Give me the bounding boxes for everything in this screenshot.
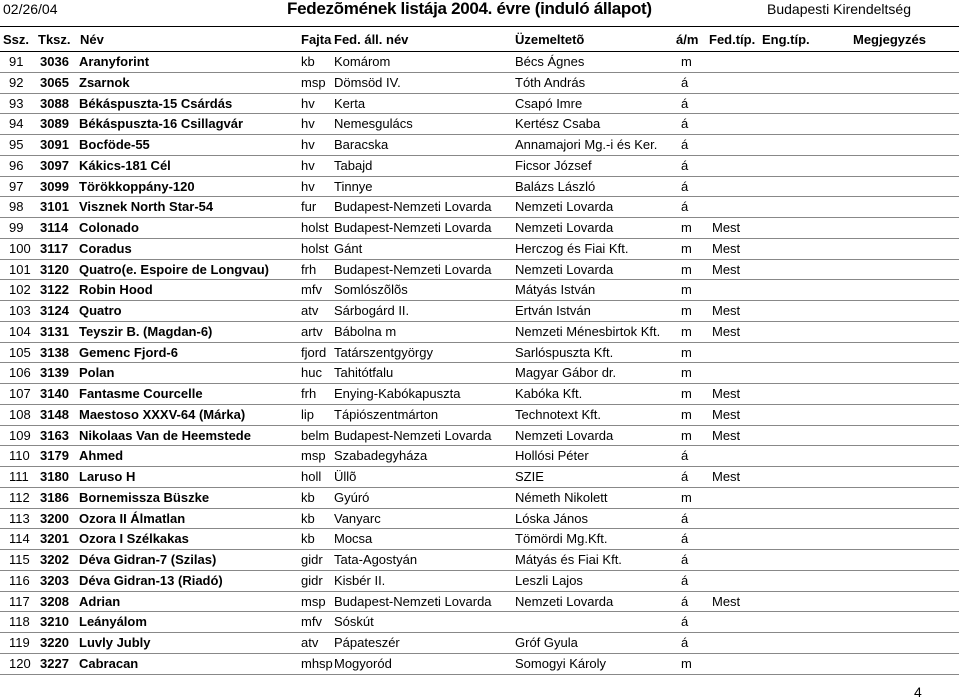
- cell-nev: Quatro(e. Espoire de Longvau): [79, 261, 269, 277]
- cell-ssz: 104: [9, 323, 31, 339]
- cell-tksz: 3131: [40, 323, 69, 339]
- cell-nev: Cabracan: [79, 655, 139, 671]
- cell-ssz: 118: [9, 614, 30, 630]
- cell-fajta: hv: [301, 157, 315, 173]
- table-row: [0, 529, 959, 550]
- cell-fed: Kisbér II.: [334, 572, 386, 588]
- cell-fed: Vanyarc: [334, 510, 381, 526]
- cell-ssz: 120: [9, 655, 31, 671]
- cell-fed: Tata-Agostyán: [334, 552, 418, 567]
- cell-fed: Gánt: [334, 240, 363, 256]
- cell-uzem: Mátyás István: [515, 282, 596, 298]
- cell-tksz: 3201: [40, 531, 69, 547]
- cell-ssz: 95: [9, 137, 24, 152]
- cell-am: á: [681, 116, 689, 132]
- cell-am: á: [681, 199, 689, 215]
- cell-uzem: Kabóka Kft.: [515, 386, 583, 401]
- table-row: [0, 218, 959, 239]
- cell-fajta: holst: [301, 220, 329, 235]
- cell-fajta: hv: [301, 178, 315, 194]
- cell-ssz: 117: [9, 593, 30, 609]
- cell-fajta: fur: [301, 199, 317, 215]
- cell-fedtip: Mest: [712, 220, 741, 235]
- cell-ssz: 102: [9, 282, 31, 298]
- cell-fajta: mfv: [301, 614, 322, 630]
- table-row: [0, 633, 959, 654]
- cell-tksz: 3101: [40, 199, 69, 215]
- table-row: [0, 197, 959, 218]
- cell-nev: Kákics-181 Cél: [79, 157, 171, 173]
- cell-nev: Aranyforint: [79, 54, 150, 69]
- cell-fajta: mhsp: [301, 655, 333, 671]
- table-row: [0, 592, 959, 613]
- cell-nev: Quatro: [79, 303, 122, 318]
- cell-ssz: 111: [9, 469, 29, 484]
- table-row: [0, 550, 959, 571]
- cell-am: m: [681, 344, 692, 360]
- table-row: [0, 363, 959, 384]
- cell-nev: Déva Gidran-13 (Riadó): [79, 572, 223, 588]
- cell-nev: Adrian: [79, 593, 121, 609]
- cell-tksz: 3065: [40, 74, 69, 90]
- cell-tksz: 3186: [40, 489, 69, 505]
- cell-tksz: 3180: [40, 469, 69, 484]
- cell-uzem: Nemzeti Lovarda: [515, 199, 614, 215]
- cell-ssz: 97: [9, 178, 24, 194]
- cell-am: m: [681, 427, 692, 443]
- cell-am: m: [681, 220, 692, 235]
- cell-fed: Sárbogárd II.: [334, 303, 410, 318]
- col-header-fed: Fed. áll. név: [334, 32, 409, 47]
- cell-tksz: 3220: [40, 635, 69, 650]
- cell-nev: Déva Gidran-7 (Szilas): [79, 552, 217, 567]
- cell-uzem: Technotext Kft.: [515, 406, 601, 422]
- cell-am: m: [681, 303, 692, 318]
- cell-ssz: 106: [9, 365, 31, 381]
- cell-tksz: 3163: [40, 427, 69, 443]
- cell-fed: Szabadegyháza: [334, 448, 428, 464]
- cell-nev: Bocföde-55: [79, 137, 150, 152]
- table-row: [0, 446, 959, 467]
- cell-tksz: 3200: [40, 510, 69, 526]
- title-divider: [0, 26, 959, 27]
- cell-ssz: 93: [9, 95, 24, 111]
- cell-uzem: Lóska János: [515, 510, 588, 526]
- cell-fajta: msp: [301, 448, 326, 464]
- cell-am: á: [681, 95, 689, 111]
- cell-uzem: Nemzeti Lovarda: [515, 593, 614, 609]
- table-row: [0, 280, 959, 301]
- cell-fed: Gyúró: [334, 489, 370, 505]
- cell-fed: Budapest-Nemzeti Lovarda: [334, 593, 492, 609]
- cell-uzem: Nemzeti Ménesbirtok Kft.: [515, 323, 661, 339]
- cell-uzem: Kertész Csaba: [515, 116, 601, 132]
- table-row: [0, 322, 959, 343]
- cell-uzem: Nemzeti Lovarda: [515, 427, 614, 443]
- cell-fajta: msp: [301, 74, 326, 90]
- cell-nev: Colonado: [79, 220, 139, 235]
- table-row: [0, 135, 959, 156]
- cell-ssz: 112: [9, 489, 30, 505]
- cell-tksz: 3203: [40, 572, 69, 588]
- cell-ssz: 96: [9, 157, 24, 173]
- cell-fajta: belm: [301, 427, 330, 443]
- cell-fed: Bábolna m: [334, 323, 397, 339]
- cell-uzem: Mátyás és Fiai Kft.: [515, 552, 622, 567]
- cell-ssz: 108: [9, 406, 31, 422]
- cell-ssz: 103: [9, 303, 31, 318]
- cell-nev: Laruso H: [79, 469, 136, 484]
- cell-fajta: hv: [301, 95, 315, 111]
- cell-ssz: 105: [9, 344, 31, 360]
- cell-fed: Budapest-Nemzeti Lovarda: [334, 199, 492, 215]
- cell-uzem: Bécs Ágnes: [515, 54, 585, 69]
- cell-am: á: [681, 178, 689, 194]
- table-row: [0, 343, 959, 364]
- cell-tksz: 3202: [40, 552, 69, 567]
- cell-fajta: gidr: [301, 572, 323, 588]
- cell-am: m: [681, 386, 692, 401]
- cell-uzem: Magyar Gábor dr.: [515, 365, 617, 381]
- col-header-tksz: Tksz.: [38, 32, 71, 47]
- cell-am: m: [681, 365, 692, 381]
- cell-fed: Tahitótfalu: [334, 365, 394, 381]
- cell-fedtip: Mest: [712, 323, 741, 339]
- cell-uzem: Tömördi Mg.Kft.: [515, 531, 608, 547]
- cell-nev: Coradus: [79, 240, 132, 256]
- cell-tksz: 3089: [40, 116, 69, 132]
- table-body: [0, 52, 959, 675]
- cell-fed: Pápateszér: [334, 635, 400, 650]
- cell-nev: Ahmed: [79, 448, 124, 464]
- cell-nev: Nikolaas Van de Heemstede: [79, 427, 251, 443]
- table-row: [0, 94, 959, 115]
- cell-fajta: holl: [301, 469, 322, 484]
- cell-nev: Békáspuszta-15 Csárdás: [79, 95, 233, 111]
- cell-ssz: 99: [9, 220, 24, 235]
- cell-tksz: 3097: [40, 157, 69, 173]
- cell-tksz: 3179: [40, 448, 69, 464]
- cell-am: m: [681, 282, 692, 298]
- cell-tksz: 3099: [40, 178, 69, 194]
- cell-fed: Enying-Kabókapuszta: [334, 386, 461, 401]
- cell-am: á: [681, 137, 689, 152]
- page-title: Fedezõmének listája 2004. évre (induló állapot): [287, 0, 652, 18]
- cell-am: á: [681, 572, 689, 588]
- cell-fed: Sóskút: [334, 614, 374, 630]
- cell-ssz: 115: [9, 552, 30, 567]
- cell-fedtip: Mest: [712, 303, 741, 318]
- cell-nev: Békáspuszta-16 Csillagvár: [79, 116, 244, 132]
- cell-fed: Budapest-Nemzeti Lovarda: [334, 261, 492, 277]
- cell-ssz: 114: [9, 531, 30, 547]
- cell-fajta: gidr: [301, 552, 323, 567]
- cell-nev: Bornemissza Büszke: [79, 489, 210, 505]
- cell-uzem: Nemzeti Lovarda: [515, 220, 614, 235]
- cell-nev: Luvly Jubly: [79, 635, 151, 650]
- table-row: [0, 654, 959, 675]
- cell-fajta: frh: [301, 386, 317, 401]
- cell-tksz: 3120: [40, 261, 69, 277]
- cell-ssz: 116: [9, 572, 30, 588]
- cell-fajta: kb: [301, 510, 315, 526]
- cell-nev: Gemenc Fjord-6: [79, 344, 178, 360]
- cell-uzem: Tóth András: [515, 74, 586, 90]
- cell-tksz: 3139: [40, 365, 69, 381]
- cell-fajta: fjord: [301, 344, 327, 360]
- cell-nev: Robin Hood: [79, 282, 153, 298]
- cell-uzem: Annamajori Mg.-i és Ker.: [515, 137, 658, 152]
- cell-tksz: 3114: [40, 220, 69, 235]
- cell-am: á: [681, 552, 689, 567]
- cell-nev: Visznek North Star-54: [79, 199, 214, 215]
- cell-uzem: Gróf Gyula: [515, 635, 578, 650]
- cell-ssz: 92: [9, 74, 24, 90]
- cell-fajta: msp: [301, 593, 326, 609]
- cell-fed: Tatárszentgyörgy: [334, 344, 433, 360]
- cell-nev: Törökkoppány-120: [79, 178, 195, 194]
- cell-tksz: 3210: [40, 614, 69, 630]
- table-row: [0, 301, 959, 322]
- cell-am: m: [681, 261, 692, 277]
- cell-tksz: 3148: [40, 406, 69, 422]
- cell-uzem: Leszli Lajos: [515, 572, 583, 588]
- cell-fajta: mfv: [301, 282, 322, 298]
- table-row: [0, 612, 959, 633]
- cell-uzem: SZIE: [515, 469, 544, 484]
- table-row: [0, 571, 959, 592]
- table-row: [0, 177, 959, 198]
- cell-fed: Kerta: [334, 95, 366, 111]
- cell-fajta: atv: [301, 303, 319, 318]
- cell-am: á: [681, 593, 689, 609]
- cell-tksz: 3117: [40, 240, 69, 256]
- cell-ssz: 101: [9, 261, 31, 277]
- table-row: [0, 509, 959, 530]
- table-row: [0, 405, 959, 426]
- cell-tksz: 3227: [40, 655, 69, 671]
- cell-fajta: huc: [301, 365, 322, 381]
- table-row: [0, 73, 959, 94]
- table-row: [0, 156, 959, 177]
- cell-fedtip: Mest: [712, 469, 741, 484]
- cell-ssz: 98: [9, 199, 24, 215]
- cell-fajta: holst: [301, 240, 329, 256]
- table-header: [0, 32, 959, 50]
- cell-am: á: [681, 74, 689, 90]
- cell-nev: Zsarnok: [79, 74, 130, 90]
- cell-ssz: 100: [9, 240, 31, 256]
- col-header-am: á/m: [676, 32, 699, 47]
- table-row: [0, 426, 959, 447]
- cell-tksz: 3208: [40, 593, 69, 609]
- cell-ssz: 91: [9, 54, 24, 69]
- cell-uzem: Nemzeti Lovarda: [515, 261, 614, 277]
- cell-uzem: Balázs László: [515, 178, 596, 194]
- cell-uzem: Somogyi Károly: [515, 655, 607, 671]
- cell-fajta: hv: [301, 137, 315, 152]
- cell-fedtip: Mest: [712, 427, 741, 443]
- table-row: [0, 488, 959, 509]
- cell-tksz: 3091: [40, 137, 69, 152]
- cell-fajta: lip: [301, 406, 315, 422]
- branch-name: Budapesti Kirendeltség: [767, 1, 911, 17]
- cell-tksz: 3088: [40, 95, 69, 111]
- cell-tksz: 3122: [40, 282, 69, 298]
- cell-am: m: [681, 406, 692, 422]
- cell-uzem: Ficsor József: [515, 157, 592, 173]
- cell-uzem: Hollósi Péter: [515, 448, 589, 464]
- cell-fed: Mogyoród: [334, 655, 392, 671]
- cell-fedtip: Mest: [712, 406, 741, 422]
- cell-am: á: [681, 510, 689, 526]
- cell-fed: Üllõ: [334, 469, 357, 484]
- cell-fed: Baracska: [334, 137, 389, 152]
- col-header-engtip: Eng.típ.: [762, 32, 810, 47]
- cell-am: á: [681, 614, 689, 630]
- cell-nev: Polan: [79, 365, 115, 381]
- cell-uzem: Sarlóspuszta Kft.: [515, 344, 614, 360]
- cell-nev: Fantasme Courcelle: [79, 386, 203, 401]
- cell-nev: Leányálom: [79, 614, 147, 630]
- cell-fajta: kb: [301, 489, 315, 505]
- cell-am: á: [681, 531, 689, 547]
- page-number: 4: [914, 684, 922, 700]
- cell-fed: Mocsa: [334, 531, 373, 547]
- col-header-nev: Név: [80, 32, 104, 47]
- cell-am: m: [681, 489, 692, 505]
- cell-fedtip: Mest: [712, 261, 741, 277]
- cell-nev: Teyszir B. (Magdan-6): [79, 323, 213, 339]
- cell-fajta: atv: [301, 635, 319, 650]
- cell-tksz: 3124: [40, 303, 69, 318]
- cell-ssz: 119: [9, 635, 30, 650]
- cell-nev: Ozora II Álmatlan: [79, 510, 186, 526]
- cell-am: m: [681, 655, 692, 671]
- col-header-uzem: Üzemeltetõ: [515, 32, 585, 47]
- cell-fed: Somlószõlõs: [334, 282, 408, 298]
- cell-fedtip: Mest: [712, 593, 741, 609]
- cell-am: á: [681, 635, 689, 650]
- report-date: 02/26/04: [3, 1, 58, 17]
- cell-nev: Maestoso XXXV-64 (Márka): [79, 406, 246, 422]
- table-row: [0, 384, 959, 405]
- col-header-fajta: Fajta: [301, 32, 332, 47]
- table-row: [0, 467, 959, 488]
- col-header-fedtip: Fed.típ.: [709, 32, 756, 47]
- cell-ssz: 109: [9, 427, 31, 443]
- cell-fed: Tinnye: [334, 178, 373, 194]
- page-title-bar: [0, 0, 959, 23]
- cell-fajta: artv: [301, 323, 323, 339]
- table-row: [0, 114, 959, 135]
- col-header-ssz: Ssz.: [3, 32, 30, 47]
- col-header-megj: Megjegyzés: [853, 32, 926, 47]
- cell-fed: Nemesgulács: [334, 116, 413, 132]
- cell-tksz: 3138: [40, 344, 69, 360]
- cell-am: á: [681, 469, 689, 484]
- cell-uzem: Németh Nikolett: [515, 489, 608, 505]
- cell-uzem: Herczog és Fiai Kft.: [515, 240, 629, 256]
- cell-uzem: Csapó Imre: [515, 95, 583, 111]
- cell-am: m: [681, 54, 692, 69]
- table-row: [0, 260, 959, 281]
- cell-fajta: kb: [301, 531, 315, 547]
- cell-fed: Komárom: [334, 54, 391, 69]
- table-row: [0, 52, 959, 73]
- cell-am: á: [681, 448, 689, 464]
- cell-fedtip: Mest: [712, 386, 741, 401]
- cell-ssz: 94: [9, 116, 24, 132]
- cell-fed: Dömsöd IV.: [334, 74, 401, 90]
- cell-am: á: [681, 157, 689, 173]
- cell-ssz: 107: [9, 386, 31, 401]
- cell-am: m: [681, 240, 692, 256]
- cell-ssz: 110: [9, 448, 30, 464]
- cell-ssz: 113: [9, 510, 30, 526]
- cell-fed: Budapest-Nemzeti Lovarda: [334, 220, 492, 235]
- cell-fed: Budapest-Nemzeti Lovarda: [334, 427, 492, 443]
- cell-fajta: kb: [301, 54, 315, 69]
- cell-nev: Ozora I Szélkakas: [79, 531, 189, 547]
- cell-fed: Tápiószentmárton: [334, 406, 439, 422]
- cell-tksz: 3036: [40, 54, 69, 69]
- cell-uzem: Ertván István: [515, 303, 591, 318]
- cell-fedtip: Mest: [712, 240, 741, 256]
- cell-fajta: frh: [301, 261, 317, 277]
- cell-tksz: 3140: [40, 386, 69, 401]
- cell-am: m: [681, 323, 692, 339]
- cell-fed: Tabajd: [334, 157, 373, 173]
- table-row: [0, 239, 959, 260]
- cell-fajta: hv: [301, 116, 315, 132]
